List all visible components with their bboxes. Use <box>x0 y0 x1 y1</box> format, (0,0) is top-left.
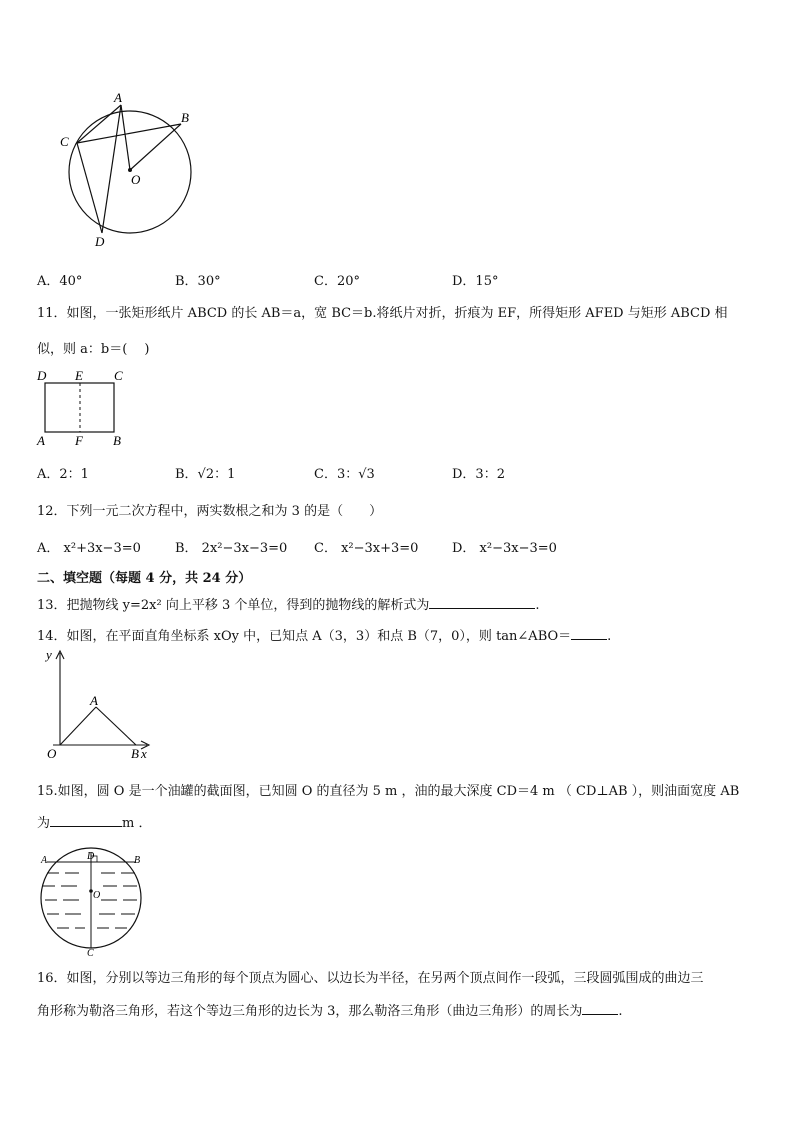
q14-line <box>37 625 611 644</box>
q16-line2 <box>37 1000 623 1019</box>
q10-option-d[interactable]: D．15° <box>452 274 499 289</box>
q10-option-b[interactable]: B．30° <box>175 274 221 289</box>
q10-circle-figure <box>55 88 205 248</box>
q12-text: 12．下列一元二次方程中，两实数根之和为 3 的是（ ） <box>37 504 383 519</box>
q11-label-d: D <box>37 368 47 383</box>
q11-option-c[interactable]: C．3：√3 <box>314 467 375 482</box>
q13-line <box>37 594 540 613</box>
q12-option-d[interactable]: D． x²−3x−3=0 <box>452 541 557 556</box>
q10-option-c[interactable]: C．20° <box>314 274 360 289</box>
q12-option-a[interactable]: A． x²+3x−3=0 <box>37 541 141 556</box>
q12-option-c[interactable]: C． x²−3x+3=0 <box>314 541 419 556</box>
q14-label-a: A <box>90 693 98 708</box>
q11-rectangle-figure <box>33 366 133 448</box>
q15-oil-tank-figure <box>33 846 153 958</box>
q10-label-c: C <box>60 134 69 149</box>
q14-text-end: . <box>607 629 612 644</box>
q16-text-line1: 16．如图，分别以等边三角形的每个顶点为圆心、以边长为半径，在另两个顶点间作一段弧，三段圆弧围成的曲边三 <box>37 971 704 986</box>
q11-text-line2: 似，则 a：b＝( ) <box>37 342 150 357</box>
q11-label-a: A <box>37 433 45 448</box>
q11-option-a[interactable]: A．2：1 <box>37 467 89 482</box>
q14-label-b: B <box>131 746 139 761</box>
q14-label-y: y <box>46 647 52 662</box>
q15-label-a: A <box>41 855 48 866</box>
q10-label-o: O <box>131 172 141 187</box>
q15-text-line1: 15.如图，圆 O 是一个油罐的截面图，已知圆 O 的直径为 5 m ，油的最大深度 CD＝4 m （ CD⊥AB ），则油面宽度 AB <box>37 784 740 799</box>
q15-label-c: C <box>87 948 94 958</box>
q14-label-o: O <box>47 746 57 761</box>
q14-coordinate-figure <box>35 645 160 763</box>
q11-label-f: F <box>75 433 83 448</box>
q13-answer-blank[interactable] <box>429 596 535 609</box>
q15-line2 <box>37 812 151 831</box>
q15-label-b: B <box>134 855 141 866</box>
q14-label-x: x <box>141 746 147 761</box>
q16-text: 角形称为勒洛三角形，若这个等边三角形的边长为 3，那么勒洛三角形（曲边三角形）的周长为 <box>37 1004 583 1019</box>
q10-option-a[interactable]: A．40° <box>37 274 83 289</box>
q13-text-end: . <box>535 598 540 613</box>
q11-label-e: E <box>75 368 83 383</box>
q15-text-end: m ． <box>122 816 152 831</box>
q11-option-d[interactable]: D．3：2 <box>452 467 505 482</box>
q11-label-c: C <box>114 368 123 383</box>
q15-label-d: D <box>87 851 95 862</box>
q16-answer-blank[interactable] <box>582 1002 618 1015</box>
q16-text-end: . <box>618 1004 623 1019</box>
q13-text: 13．把抛物线 y=2x² 向上平移 3 个单位，得到的抛物线的解析式为 <box>37 598 430 613</box>
q14-answer-blank[interactable] <box>571 627 607 640</box>
q11-text-line1: 11．如图，一张矩形纸片 ABCD 的长 AB＝a，宽 BC＝b.将纸片对折，折痕为 EF，所得矩形 AFED 与矩形 ABCD 相 <box>37 306 728 321</box>
q15-text-start: 为 <box>37 816 51 831</box>
q14-text: 14．如图，在平面直角坐标系 xOy 中，已知点 A（3，3）和点 B（7，0），则 tan∠ABO＝ <box>37 629 572 644</box>
section2-title: 二、填空题（每题 4 分，共 24 分） <box>37 571 252 586</box>
q10-label-d: D <box>95 234 105 248</box>
q15-answer-blank[interactable] <box>50 814 122 827</box>
q12-option-b[interactable]: B． 2x²−3x−3=0 <box>175 541 288 556</box>
q11-label-b: B <box>113 433 121 448</box>
q10-label-b: B <box>181 110 189 125</box>
q15-label-o: O <box>93 890 101 901</box>
q11-option-b[interactable]: B．√2：1 <box>175 467 236 482</box>
q10-label-a: A <box>114 90 122 105</box>
